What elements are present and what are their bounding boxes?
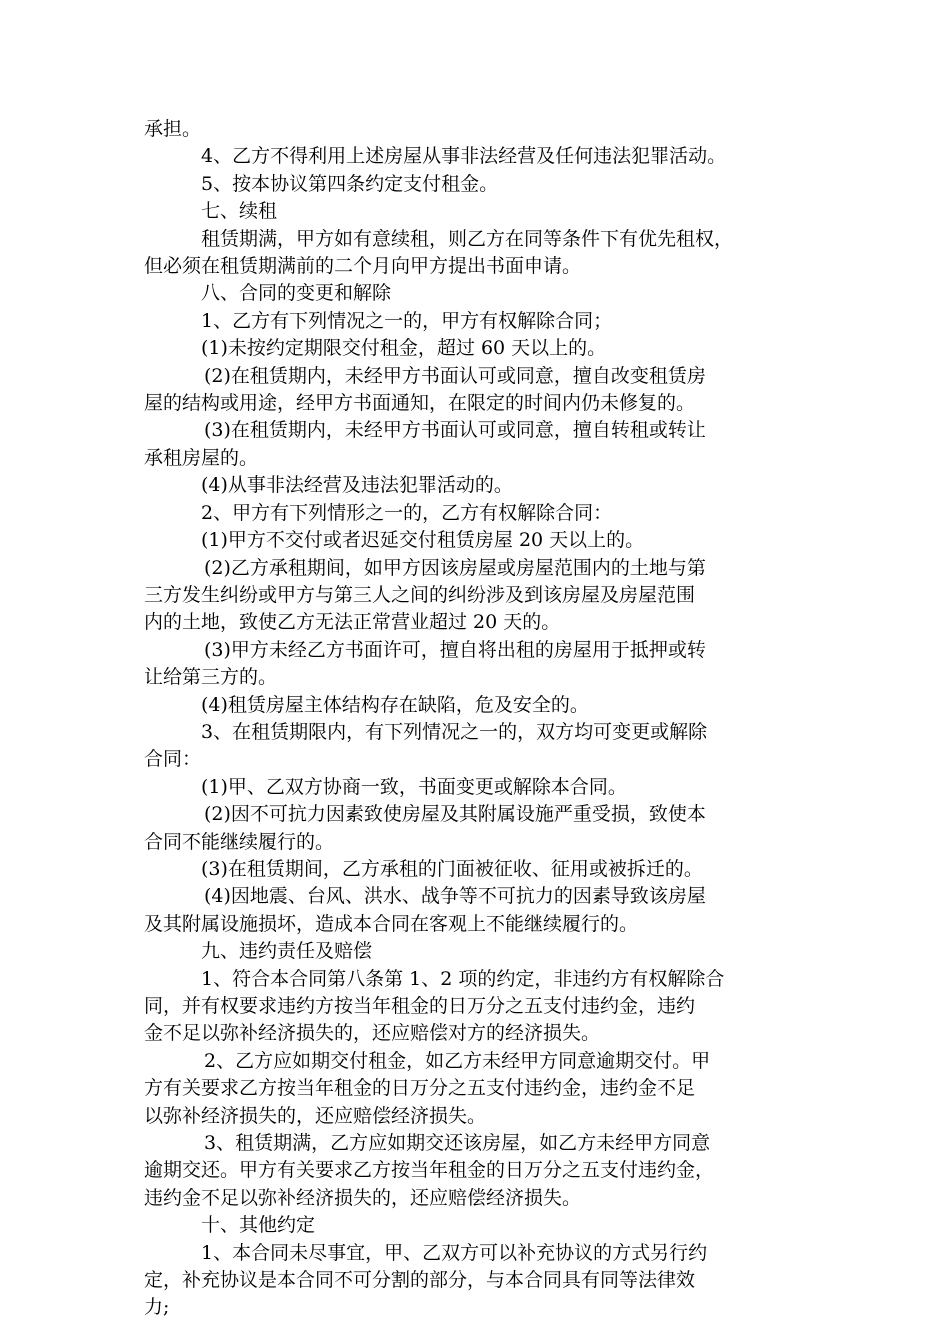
text-line: 合同不能继续履行的。 (144, 830, 335, 853)
text-line: 以弥补经济损失的，还应赔偿经济损失。 (144, 1104, 487, 1127)
text-line: (3)甲方未经乙方书面许可，擅自将出租的房屋用于抵押或转 (204, 638, 706, 661)
text-line: (4)从事非法经营及违法犯罪活动的。 (201, 474, 513, 497)
text-line: 力; (144, 1296, 170, 1319)
text-line: 屋的结构或用途，经甲方书面通知，在限定的时间内仍未修复的。 (144, 392, 696, 415)
text-line: 1、符合本合同第八条第 1、2 项的约定，非违约方有权解除合 (201, 967, 725, 990)
text-line: (4)租赁房屋主体结构存在缺陷，危及安全的。 (201, 693, 589, 716)
text-line: 1、本合同未尽事宜，甲、乙双方可以补充协议的方式另行约 (201, 1241, 708, 1264)
text-line: 让给第三方的。 (144, 666, 278, 689)
section-heading: 七、续租 (201, 200, 278, 223)
section-heading: 八、合同的变更和解除 (201, 282, 392, 305)
text-line: (4)因地震、台风、洪水、战争等不可抗力的因素导致该房屋 (204, 885, 706, 908)
text-line: (1)甲、乙双方协商一致，书面变更或解除本合同。 (201, 775, 627, 798)
section-heading: 九、违约责任及赔偿 (201, 940, 373, 963)
text-line: (2)在租赁期内，未经甲方书面认可或同意，擅自改变租赁房 (204, 364, 706, 387)
text-line: (3)在租赁期间，乙方承租的门面被征收、征用或被拆迁的。 (201, 857, 703, 880)
text-line: 承租房屋的。 (144, 446, 259, 469)
text-line: 2、甲方有下列情形之一的，乙方有权解除合同： (201, 501, 613, 524)
text-line: 承担。 (144, 118, 202, 140)
text-line: 4、乙方不得利用上述房屋从事非法经营及任何违法犯罪活动。 (201, 145, 727, 168)
text-line: 1、乙方有下列情况之一的，甲方有权解除合同； (201, 309, 613, 332)
text-line: 逾期交还。甲方有关要求乙方按当年租金的日万分之五支付违约金， (144, 1159, 715, 1182)
text-line: 2、乙方应如期交付租金，如乙方未经甲方同意逾期交付。甲 (204, 1049, 711, 1072)
text-line: 金不足以弥补经济损失的，还应赔偿对方的经济损失。 (144, 1022, 601, 1045)
text-line: 及其附属设施损坏，造成本合同在客观上不能继续履行的。 (144, 912, 639, 935)
text-line: 5、按本协议第四条约定支付租金。 (201, 172, 499, 195)
text-line: (1)甲方不交付或者迟延交付租赁房屋 20 天以上的。 (201, 529, 645, 552)
text-line: 违约金不足以弥补经济损失的，还应赔偿经济损失。 (144, 1186, 582, 1209)
section-heading: 十、其他约定 (201, 1214, 316, 1237)
text-line: 租赁期满，甲方如有意续租，则乙方在同等条件下有优先租权， (201, 227, 734, 250)
text-line: (3)在租赁期内，未经甲方书面认可或同意，擅自转租或转让 (204, 419, 706, 442)
text-line: 三方发生纠纷或甲方与第三人之间的纠纷涉及到该房屋及房屋范围 (144, 583, 696, 606)
text-line: 但必须在租赁期满前的二个月向甲方提出书面申请。 (144, 255, 582, 278)
text-line: (2)因不可抗力因素致使房屋及其附属设施严重受损，致使本 (204, 803, 706, 826)
text-line: 3、在租赁期限内，有下列情况之一的，双方均可变更或解除 (201, 720, 708, 743)
text-line: 3、租赁期满，乙方应如期交还该房屋，如乙方未经甲方同意 (204, 1132, 711, 1155)
text-line: 定，补充协议是本合同不可分割的部分，与本合同具有同等法律效 (144, 1269, 696, 1292)
text-line: 方有关要求乙方按当年租金的日万分之五支付违约金，违约金不足 (144, 1077, 696, 1100)
text-line: 内的土地，致使乙方无法正常营业超过 20 天的。 (144, 611, 561, 634)
text-line: 同，并有权要求违约方按当年租金的日万分之五支付违约金，违约 (144, 995, 696, 1017)
text-line: (1)未按约定期限交付租金，超过 60 天以上的。 (201, 337, 607, 360)
text-line: 合同： (144, 748, 202, 771)
text-line: (2)乙方承租期间，如甲方因该房屋或房屋范围内的土地与第 (204, 556, 706, 579)
contract-text (144, 116, 808, 1322)
